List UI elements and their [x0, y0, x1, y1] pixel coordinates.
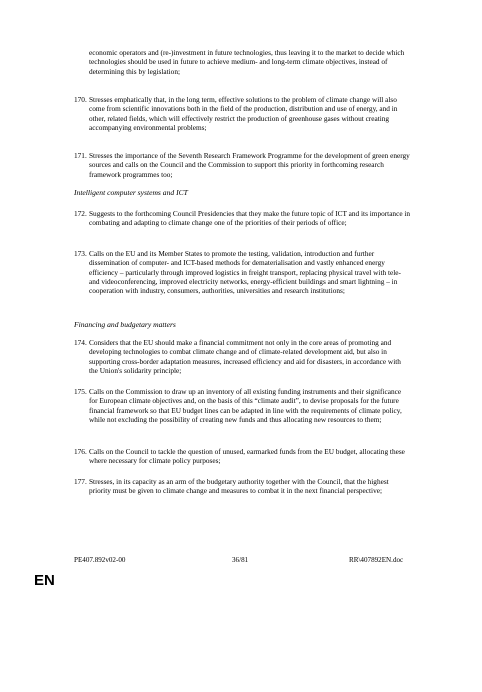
- paragraph-176: [74, 447, 411, 466]
- paragraph-text: Calls on the EU and its Member States to promote the testing, validation, introduction and further dissemination of computer- and ICT-based methods for dematerialisation and vastly enhanced energy efficiency – particularly through improved logistics in freight transport, replacing physical travel with tele- and videoconferencing, improved electricity networks, energy-efficient buildings and smart lightning – in cooperation with industry, consumers, authorities, universities and research institutions;: [89, 249, 401, 296]
- paragraph-text: Calls on the Commission to draw up an inventory of all existing funding instruments and their significance for European climate objectives and, on the basis of this “climate audit”, to devise proposals for the future financial framework so that EU budget lines can be adapted in line with the requirements of climate policy, while not excluding the possibility of creating new funds and thus allocating new resources to them;: [89, 387, 402, 424]
- section-heading-financing: Financing and budgetary matters: [74, 320, 176, 329]
- paragraph-number: 173.: [74, 249, 87, 258]
- paragraph-172: [74, 209, 411, 228]
- continuation-text: economic operators and (re-)investment in future technologies, thus leaving it to the market to decide which technologies should be used in future to achieve medium- and long-term climate objectives, instead of determining this by legislation;: [89, 48, 405, 76]
- paragraph-174: [74, 338, 411, 375]
- paragraph-number: 171.: [74, 151, 87, 160]
- paragraph-177: [74, 477, 411, 496]
- paragraph-175: [74, 387, 411, 424]
- paragraph-text: Suggests to the forthcoming Council Presidencies that they make the future topic of ICT and its importance in combating and adapting to climate change one of the priorities of their periods of office;: [89, 209, 411, 228]
- paragraph-171: [74, 151, 411, 179]
- paragraph-text: Stresses the importance of the Seventh Research Framework Programme for the development of green energy sources and calls on the Council and the Commission to support this priority in forthcoming research framework programmes too;: [89, 151, 410, 179]
- footer-document-name: RR\407892EN.doc: [349, 556, 404, 564]
- language-code: EN: [34, 572, 55, 589]
- paragraph-text: Stresses, in its capacity as an arm of the budgetary authority together with the Council, that the highest priority must be given to climate change and measures to combat it in the next financial perspective;: [89, 477, 389, 496]
- paragraph-number: 172.: [74, 209, 87, 218]
- footer-reference: PE407.892v02-00: [74, 556, 126, 564]
- paragraph-text: Stresses emphatically that, in the long term, effective solutions to the problem of climate change will also come from scientific innovations both in the field of the production, distribution and use of energy, and in other, related fields, which will effectively restrict the production of greenhouse gases without creating accompanying environmental problems;: [89, 95, 398, 132]
- paragraph-text: Considers that the EU should make a financial commitment not only in the core areas of promoting and developing technologies to combat climate change and of climate-related development aid, but also in supporting cross-border adaptation measures, increased efficiency and aid for disasters, in accordance with the Union's solidarity principle;: [89, 338, 401, 375]
- paragraph-number: 175.: [74, 387, 87, 396]
- paragraph-number: 174.: [74, 338, 87, 347]
- paragraph-170: [74, 95, 411, 132]
- paragraph-number: 177.: [74, 477, 87, 486]
- paragraph-number: 170.: [74, 95, 87, 104]
- paragraph-number: 176.: [74, 447, 87, 456]
- footer-page-number: 36/81: [232, 556, 249, 564]
- section-heading-ict: Intelligent computer systems and ICT: [74, 188, 188, 197]
- paragraph-text: Calls on the Council to tackle the question of unused, earmarked funds from the EU budget, allocating these where necessary for climate policy purposes;: [89, 447, 405, 466]
- paragraph-173: [74, 249, 411, 295]
